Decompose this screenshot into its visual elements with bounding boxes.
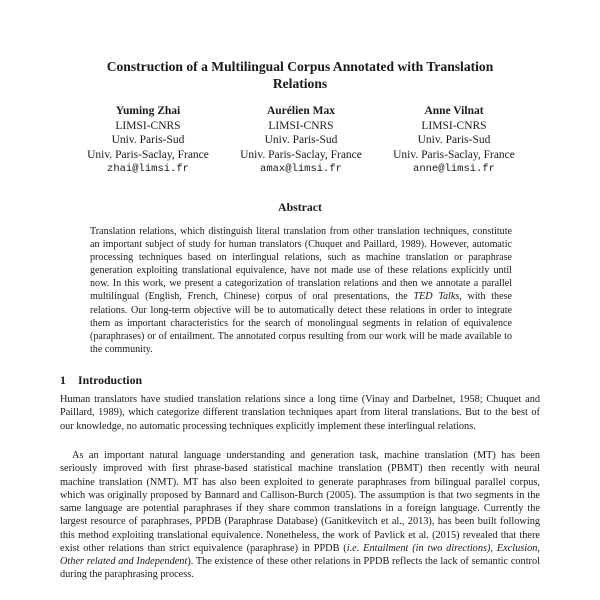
author-affiliation-location: Univ. Paris-Saclay, France [393, 148, 515, 161]
author-affiliation-univ: Univ. Paris-Sud [111, 134, 185, 147]
intro-italic-relations: i.e. Entailment (in two directions), Exclusion, Other related and Independent [60, 542, 541, 567]
author-affiliation-univ: Univ. Paris-Sud [264, 134, 338, 147]
section-title: Introduction [78, 373, 143, 387]
author-affiliation-lab: LIMSI-CNRS [421, 119, 487, 132]
author-email: zhai@limsi.fr [107, 163, 189, 176]
intro-paragraph-1: Human translators have studied translation relations since a long time (Vinay and Darbelnet, 1958; Chuquet and Paillard, 1989), which categorize different translation techniques apart from literal translations. But to the best of our knowledge, no automatic processing techniques explicitly implement these interlingual relations. [60, 394, 540, 432]
author-affiliation-univ: Univ. Paris-Sud [417, 134, 491, 147]
abstract-italic-ted-talks: TED Talks [413, 291, 460, 303]
abstract-text-part: Translation relations, which distinguish literal translation from other translation techniques, constitute an important subject of study for human translators (Chuquet and Paillard, 1989). However, automatic processing techniques based on interlingual relations, such as machine translation or paraphrase generation exploiting translational equivalence, have not made use of these relations explicitly until now. In this work, we present a categorization of translation relations and then we annotate a parallel multilingual (English, French, Chinese) corpus of oral presentations, the [90, 226, 512, 303]
intro-paragraph-2 [60, 449, 540, 582]
author-email: amax@limsi.fr [260, 163, 342, 176]
section-number: 1 [60, 373, 66, 387]
author-affiliation-location: Univ. Paris-Saclay, France [87, 148, 209, 161]
intro-paragraph-2-part: As an important natural language understanding and generation task, machine translation (MT) has been seriously improved with first phrase-based statistical machine translation (PBMT) then recently with neural machine translation (NMT). MT has also been exploited to generate paraphrases from bilingual parallel corpus, which was originally proposed by Bannard and Callison-Burch (2005). The assumption is that two segments in the same language are potential paraphrases if they share common translations in a foreign language. Currently the largest resource of paraphrases, PPDB (Paraphrase Database) (Ganitkevitch et al., 2013), has been built following this method exploiting translational equivalence. Nonetheless, the work of Pavlick et al. (2015) revealed that there exist other relations than strict equivalence (paraphrase) in PPDB ( [60, 450, 540, 554]
abstract-heading: Abstract [278, 200, 322, 214]
author-email: anne@limsi.fr [413, 163, 495, 176]
author-1 [68, 104, 228, 177]
author-affiliation-lab: LIMSI-CNRS [115, 119, 181, 132]
author-name: Aurélien Max [266, 105, 336, 117]
intro-paragraph-2-part: ). The existence of these other relations in PPDB reflects the lack of semantic control during the paraphrasing process. [60, 556, 540, 581]
author-name: Anne Vilnat [424, 105, 484, 117]
author-affiliation-lab: LIMSI-CNRS [268, 119, 334, 132]
author-affiliation-location: Univ. Paris-Saclay, France [240, 148, 362, 161]
paper-title [80, 58, 520, 92]
title-line-1: Construction of a Multilingual Corpus Annotated with Translation [106, 59, 494, 74]
abstract-text [90, 225, 512, 356]
title-line-2: Relations [272, 76, 328, 91]
author-3 [374, 104, 534, 177]
section-heading-introduction [60, 373, 142, 388]
abstract-text-part: , with these relations. Our long-term objective will be to automatically detect these relations in order to integrate them as important characteristics for the search of monolingual segments in relation of equivalence (paraphrases) or of entailment. The annotated corpus resulting from our work will be made available to the community. [90, 291, 512, 355]
author-2 [221, 104, 381, 177]
author-name: Yuming Zhai [115, 105, 181, 117]
